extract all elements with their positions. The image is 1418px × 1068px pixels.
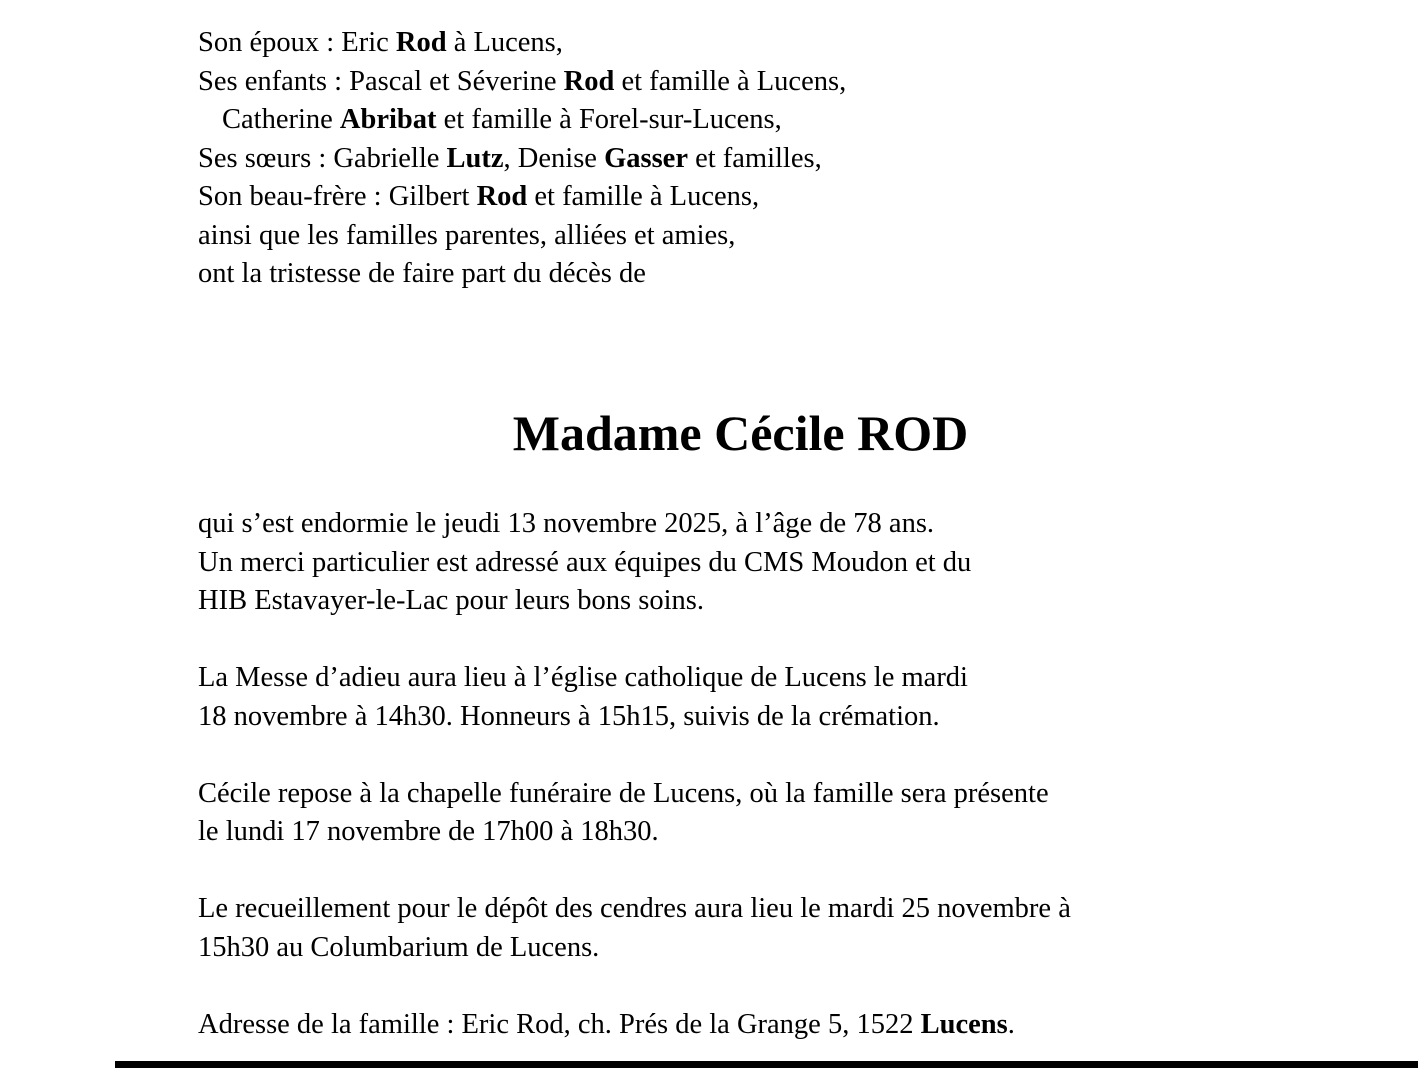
paragraph [198,505,1318,621]
text-segment: 18 novembre à 14h30. Honneurs à 15h15, suivis de la crémation. [198,700,940,732]
text-line [198,178,1298,217]
text-segment: Adresse de la famille : Eric Rod, ch. Prés de la Grange 5, 1522 [198,1008,921,1040]
bold-text-segment: Rod [563,65,615,97]
paragraph [198,1006,1318,1045]
text-line [198,890,1318,929]
text-line [198,505,1318,544]
text-segment: . [1007,1008,1015,1040]
text-line [198,544,1318,583]
text-segment: Cécile repose à la chapelle funéraire de Lucens, où la famille sera présente [198,777,1049,809]
text-segment: qui s’est endormie le jeudi 13 novembre 2025, à l’âge de 78 ans. [198,508,935,539]
text-segment: et famille à Lucens, [527,181,760,212]
text-segment: et familles, [687,142,822,174]
text-segment: le lundi 17 novembre de 17h00 à 18h30. [198,816,659,847]
text-segment: , Denise [503,142,605,174]
text-segment: Catherine [222,104,340,135]
text-segment: Un merci particulier est adressé aux équipes du CMS Moudon et du [198,546,972,578]
text-line [198,255,1298,294]
text-segment: Le recueillement pour le dépôt des cendres aura lieu le mardi 25 novembre à [198,893,1071,924]
text-segment: ainsi que les familles parentes, alliées et amies, [198,219,736,251]
text-line [198,582,1318,621]
bold-text-segment: Rod [395,27,447,58]
paragraph [198,775,1318,852]
bold-text-segment: Lucens [920,1008,1008,1040]
intro-block [198,24,1298,294]
text-line [198,217,1298,256]
text-line [198,775,1318,814]
text-line [198,1006,1318,1045]
body-paragraphs [198,505,1318,1068]
deceased-name-title: Madame Cécile ROD [512,404,969,461]
paragraph [198,890,1318,967]
bold-text-segment: Gasser [604,142,688,174]
text-segment: Son époux : Eric [198,27,396,58]
text-segment: et famille à Forel-sur-Lucens, [436,104,782,135]
text-segment: 15h30 au Columbarium de Lucens. [198,931,600,963]
text-line [198,698,1318,737]
text-line [198,24,1298,63]
scan-edge-bar [115,1061,1418,1068]
text-segment: ont la tristesse de faire part du décès de [198,258,646,289]
text-segment: et famille à Lucens, [614,65,847,97]
text-line [198,63,1298,102]
paragraph [198,659,1318,736]
text-segment: Ses sœurs : Gabrielle [198,142,447,174]
text-segment: à Lucens, [446,27,563,58]
text-segment: HIB Estavayer-le-Lac pour leurs bons soins. [198,585,704,616]
bold-text-segment: Abribat [339,104,437,135]
text-segment: Ses enfants : Pascal et Séverine [198,65,564,97]
text-line [198,659,1318,698]
text-line [198,929,1318,968]
bold-text-segment: Rod [476,181,528,212]
text-line [198,813,1318,852]
text-line [198,140,1298,179]
text-segment: Son beau-frère : Gilbert [198,181,477,212]
text-line [198,101,1298,140]
text-segment: La Messe d’adieu aura lieu à l’église catholique de Lucens le mardi [198,662,968,693]
bold-text-segment: Lutz [446,142,504,174]
